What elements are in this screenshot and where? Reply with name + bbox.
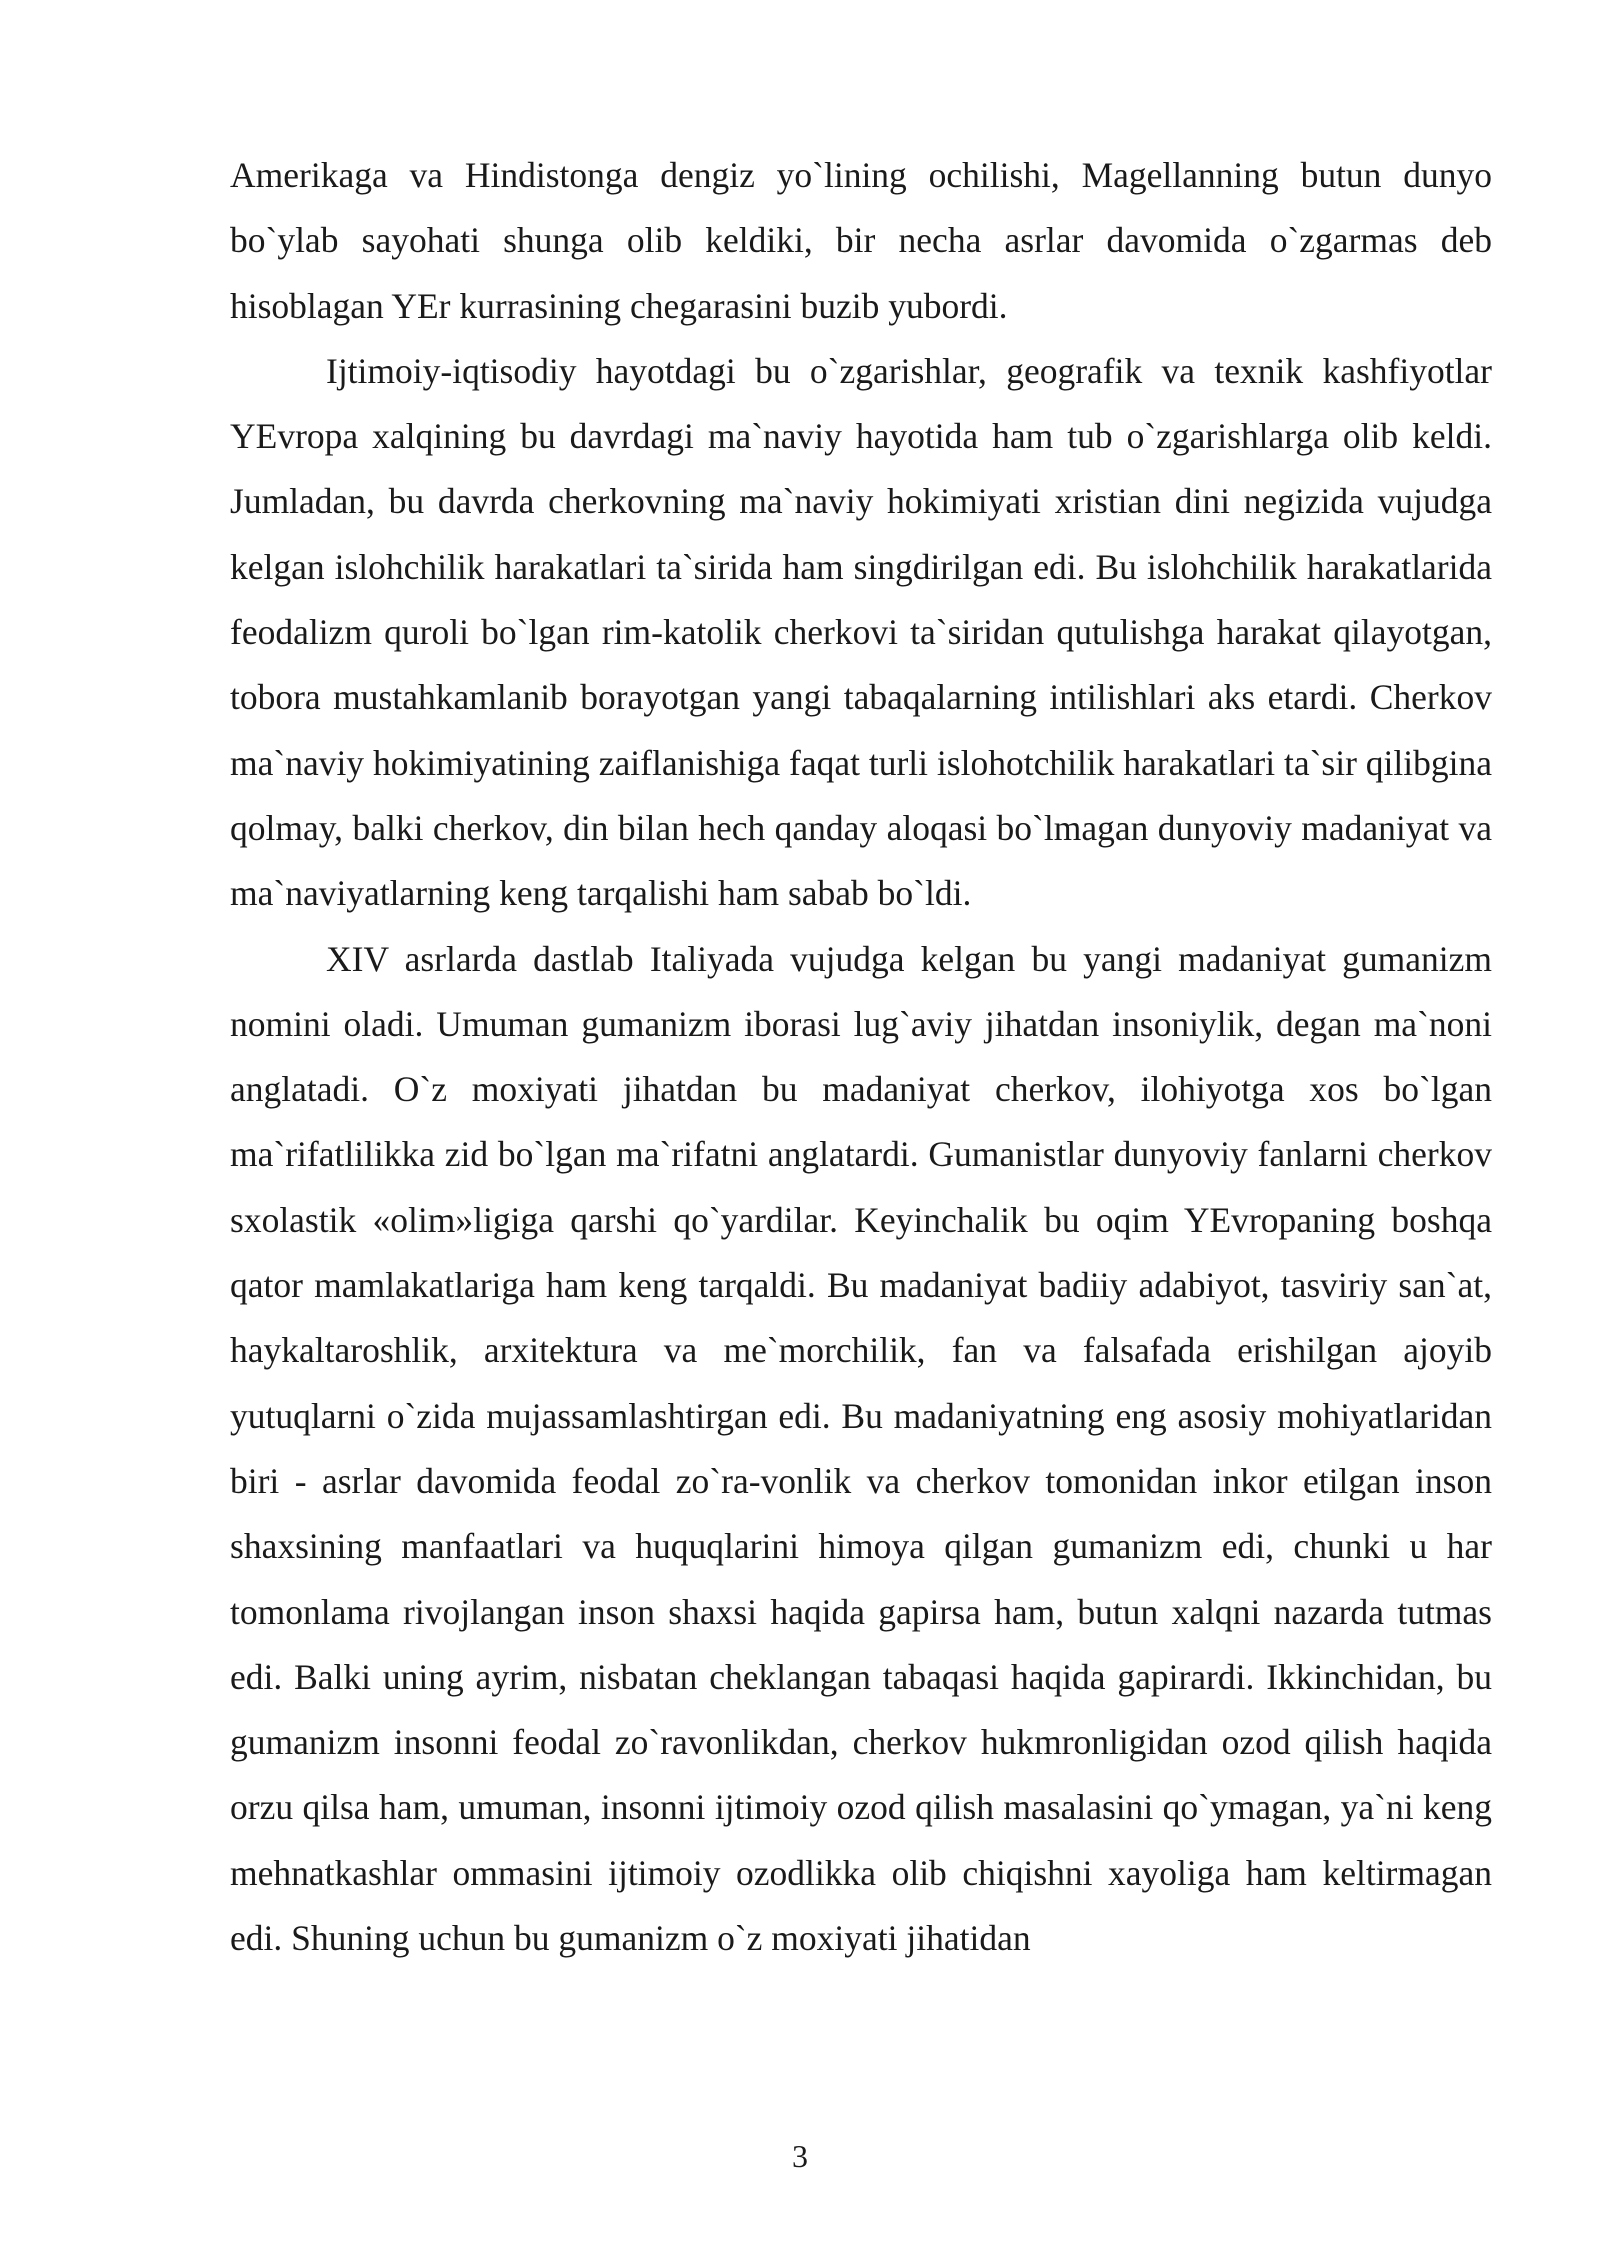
body-text [230, 143, 1492, 1971]
page-number: 3 [792, 2138, 808, 2174]
paragraph-1: Amerikaga va Hindistonga dengiz yo`lining ochilishi, Magellanning butun dunyo bo`ylab sayohati shunga olib keldiki, bir necha asrlar davomida o`zgarmas deb hisoblagan YEr kurrasining chegarasini buzib yubordi. [230, 155, 1492, 326]
paragraph-2: Ijtimoiy-iqtisodiy hayotdagi bu o`zgarishlar, geografik va texnik kashfiyotlar YEvropa xalqining bu davrdagi ma`naviy hayotida ham tub o`zgarishlarga olib keldi. Jumladan, bu davrda cherkovning ma`naviy hokimiyati xristian dini negizida vujudga kelgan islohchilik harakatlari ta`sirida ham singdirilgan edi. Bu islohchilik harakatlarida feodalizm quroli bo`lgan rim-katolik cherkovi ta`siridan qutulishga harakat qilayotgan, tobora mustahkamlanib borayotgan yangi tabaqalarning intilishlari aks etardi. Cherkov ma`naviy hokimiyatining zaiflanishiga faqat turli islohotchilik harakatlari ta`sir qilibgina qolmay, balki cherkov, din bilan hech qanday aloqasi bo`lmagan dunyoviy madaniyat va ma`naviyatlarning keng tarqalishi ham sabab bo`ldi. [230, 350, 1492, 914]
paragraph-3: XIV asrlarda dastlab Italiyada vujudga kelgan bu yangi madaniyat gumanizm nomini oladi. Umuman gumanizm iborasi lug`aviy jihatdan insoniylik, degan ma`noni anglatadi. O`z moxiyati jihatdan bu madaniyat cherkov, ilohiyotga xos bo`lgan ma`rifatlilikka zid bo`lgan ma`rifatni anglatardi. Gumanistlar dunyoviy fanlarni cherkov sxolastik «olim»ligiga qarshi qo`yardilar. Keyinchalik bu oqim YEvropaning boshqa qator mamlakatlariga ham keng tarqaldi. Bu madaniyat badiiy adabiyot, tasviriy san`at, haykaltaroshlik, arxitektura va me`morchilik, fan va falsafada erishilgan ajoyib yutuqlarni o`zida mujassamlashtirgan edi. Bu madaniyatning eng asosiy mohiyatlaridan biri - asrlar davomida feodal zo`ra-vonlik va cherkov tomonidan inkor etilgan inson shaxsining manfaatlari va huquqlarini himoya qilgan gumanizm edi, chunki u har tomonlama rivojlangan inson shaxsi haqida gapirsa ham, butun xalqni nazarda tutmas edi. Balki uning ayrim, nisbatan cheklangan tabaqasi haqida gapirardi. Ikkinchidan, bu gumanizm insonni feodal zo`ravonlikdan, cherkov hukmronligidan ozod qilish haqida orzu qilsa ham, umuman, insonni ijtimoiy ozod qilish masalasini qo`ymagan, ya`ni keng mehnatkashlar ommasini ijtimoiy ozodlikka olib chiqishni xayoliga ham keltirmagan edi. Shuning uchun bu gumanizm o`z moxiyati jihatidan [230, 938, 1492, 1959]
